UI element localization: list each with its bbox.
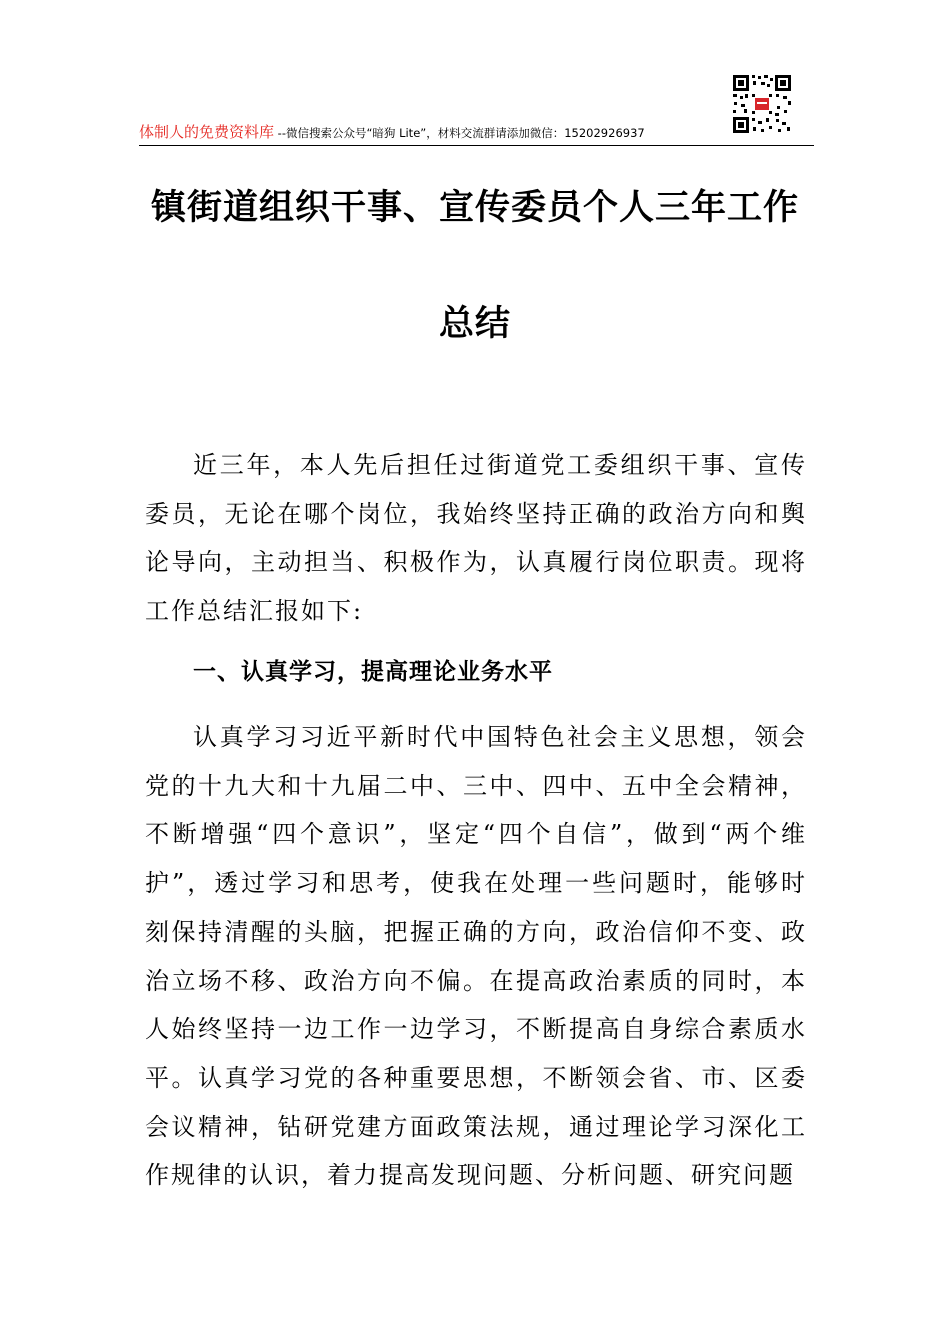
document-title-line-1: 镇街道组织干事、宣传委员个人三年工作	[150, 187, 799, 228]
intro-paragraph	[145, 441, 807, 636]
section-heading-1: 一、认真学习，提高理论业务水平	[193, 659, 553, 685]
qr-code-icon	[731, 73, 793, 135]
section-1-paragraph	[145, 713, 807, 1200]
header-brand: 体制人的免费资料库	[139, 123, 275, 141]
document-title-line-2: 总结	[438, 303, 511, 344]
page-header	[139, 121, 814, 145]
header-note: --微信搜索公众号“暗狗 Lite”，材料交流群请添加微信：15202926937	[274, 126, 645, 140]
section-1-paragraph-text: 认真学习习近平新时代中国特色社会主义思想，领会党的十九大和十九届二中、三中、四中、五中全会精神，不断增强“四个意识”，坚定“四个自信”，做到“两个维护”，透过学习和思考，使我在处理一些问题时，能够时刻保持清醒的头脑，把握正确的方向，政治信仰不变、政治立场不移、政治方向不偏。在提高政治素质的同时，本人始终坚持一边工作一边学习，不断提高自身综合素质水平。认真学习党的各种重要思想，不断领会省、市、区委会议精神，钻研党建方面政策法规，通过理论学习深化工作规律的认识，着力提高发现问题、分析问题、研究问题	[145, 723, 807, 1190]
header-rule	[139, 145, 814, 146]
intro-paragraph-text: 近三年，本人先后担任过街道党工委组织干事、宣传委员，无论在哪个岗位，我始终坚持正确的政治方向和舆论导向，主动担当、积极作为，认真履行岗位职责。现将工作总结汇报如下:	[145, 451, 807, 626]
